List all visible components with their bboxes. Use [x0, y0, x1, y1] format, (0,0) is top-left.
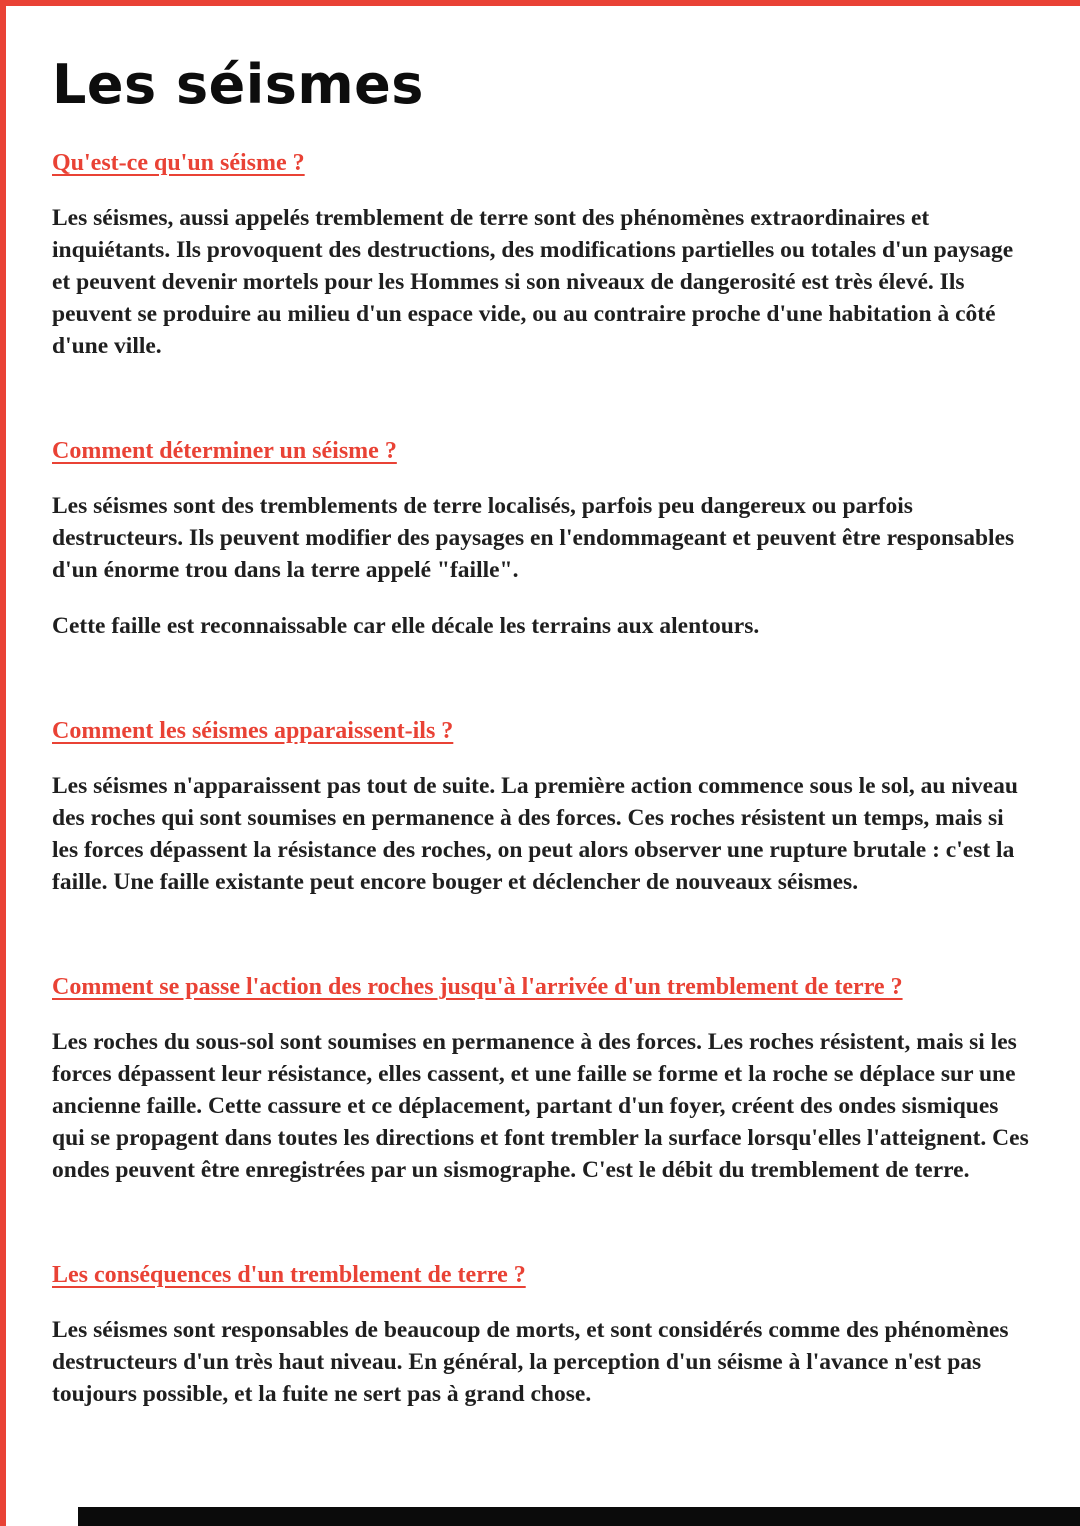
page-top-border [0, 0, 1080, 6]
section-paragraph: Les roches du sous-sol sont soumises en permanence à des forces. Les roches résistent, mais si les forces dépassent leur résistance, elles cassent, et une faille se forme et la roche se déplace sur une ancienne faille. Cette cassure et ce déplacement, partant d'un foyer, créent des ondes sismiques qui se propagent dans toutes les directions et font trembler la surface lorsqu'elles l'atteignent. Ces ondes peuvent être enregistrées par un sismographe. C'est le débit du tremblement de terre. [52, 1029, 1029, 1183]
bottom-image-edge [78, 1507, 1080, 1526]
section-paragraph: Les séismes n'apparaissent pas tout de suite. La première action commence sous le sol, au niveau des roches qui sont soumises en permanence à des forces. Ces roches résistent un temps, mais si les forces dépassent la résistance des roches, on peut alors observer une rupture brutale : c'est la faille. Une faille existante peut encore bouger et déclencher de nouveaux séismes. [52, 773, 1018, 895]
section-heading: Les conséquences d'un tremblement de terre ? [52, 1262, 526, 1288]
page-title: Les séismes [52, 53, 424, 116]
section-how-seisms-appear [52, 716, 1030, 898]
section-paragraph: Cette faille est reconnaissable car elle décale les terrains aux alentours. [52, 613, 760, 639]
section-heading: Qu'est-ce qu'un séisme ? [52, 150, 305, 176]
section-consequences [52, 1260, 1030, 1410]
section-heading: Comment les séismes apparaissent-ils ? [52, 718, 454, 744]
section-paragraph: Les séismes sont responsables de beaucoup de morts, et sont considérés comme des phénomènes destructeurs d'un très haut niveau. En général, la perception d'un séisme à l'avance n'est pas toujours possible, et la fuite ne sert pas à grand chose. [52, 1317, 1009, 1407]
section-paragraph: Les séismes sont des tremblements de terre localisés, parfois peu dangereux ou parfois destructeurs. Ils peuvent modifier des paysages en l'endommageant et peuvent être responsables d'un énorme trou dans la terre appelé "faille". [52, 493, 1015, 583]
section-determine-a-seism [52, 436, 1030, 642]
section-rock-action [52, 972, 1030, 1186]
document-content [52, 54, 1030, 1410]
section-paragraph: Les séismes, aussi appelés tremblement de terre sont des phénomènes extraordinaires et inquiétants. Ils provoquent des destructions, des modifications partielles ou totales d'un paysage et peuvent devenir mortels pour les Hommes si son niveaux de dangerosité est très élevé. Ils peuvent se produire au milieu d'un espace vide, ou au contraire proche d'une habitation à côté d'une ville. [52, 205, 1014, 359]
page-left-border [0, 0, 6, 1526]
section-heading: Comment se passe l'action des roches jusqu'à l'arrivée d'un tremblement de terre ? [52, 974, 903, 1000]
section-heading: Comment déterminer un séisme ? [52, 438, 397, 464]
section-what-is-a-seism [52, 148, 1030, 362]
